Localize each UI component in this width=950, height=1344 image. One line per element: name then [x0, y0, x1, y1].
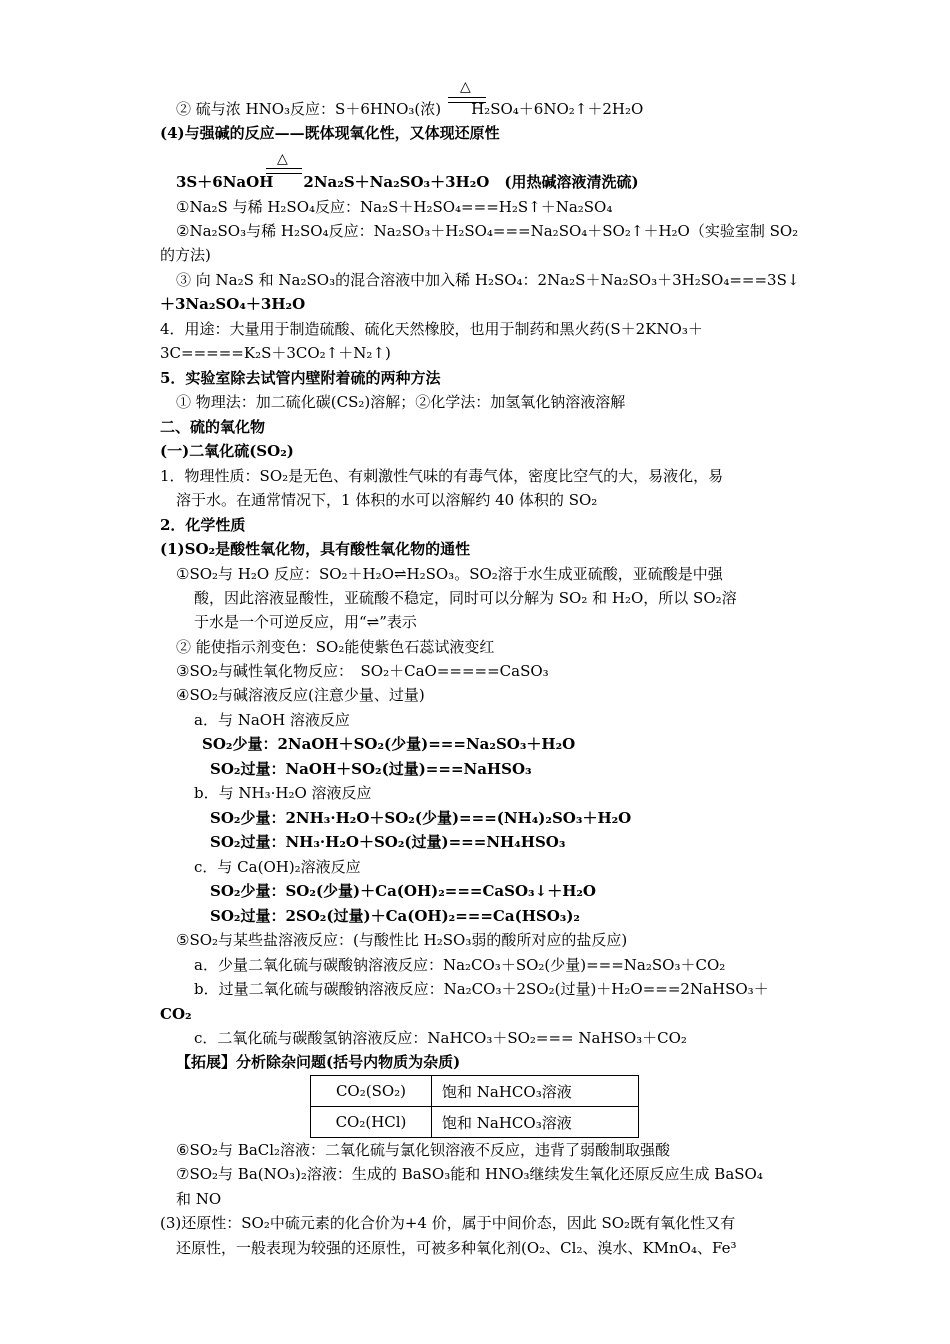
text-line: 3C=====K₂S＋3CO₂↑＋N₂↑): [160, 344, 391, 362]
text-line: 溶于水。在通常情况下，1 体积的水可以溶解约 40 体积的 SO₂: [176, 491, 598, 509]
table-cell: CO₂(SO₂): [311, 1076, 432, 1107]
text-line: ⑤SO₂与某些盐溶液反应：(与酸性比 H₂SO₃弱的酸所对应的盐反应): [176, 931, 628, 949]
text-line: a．少量二氧化硫与碳酸钠溶液反应：Na₂CO₃＋SO₂(少量)===Na₂SO₃＋CO₂: [194, 956, 726, 974]
text-line: ② 硫与浓 HNO₃反应：S＋6HNO₃(浓) H₂SO₄＋6NO₂↑＋2H₂O: [176, 100, 644, 118]
text-line: ①Na₂S 与稀 H₂SO₄反应：Na₂S＋H₂SO₄===H₂S↑＋Na₂SO₄: [176, 198, 613, 216]
section-heading: (4)与强碱的反应——既体现氧化性，又体现还原性: [160, 124, 500, 142]
text-line: ③ 向 Na₂S 和 Na₂SO₃的混合溶液中加入稀 H₂SO₄：2Na₂S＋Na₂SO₃＋3H₂SO₄===3S↓: [176, 271, 800, 289]
section-heading: (1)SO₂是酸性氧化物，具有酸性氧化物的通性: [160, 540, 471, 558]
equation-line: SO₂过量：NH₃·H₂O＋SO₂(过量)===NH₄HSO₃: [210, 833, 566, 851]
text-line: b．过量二氧化硫与碳酸钠溶液反应：Na₂CO₃＋2SO₂(过量)＋H₂O===2NaHSO₃＋: [194, 980, 769, 998]
text-line: ⑥SO₂与 BaCl₂溶液：二氧化硫与氯化钡溶液不反应，违背了弱酸制取强酸: [176, 1141, 671, 1159]
table-cell: 饱和 NaHCO₃溶液: [432, 1107, 639, 1138]
text-line: b．与 NH₃·H₂O 溶液反应: [194, 784, 372, 802]
text-line: 于水是一个可逆反应，用“⇌”表示: [194, 613, 417, 631]
text-line: ② 能使指示剂变色：SO₂能使紫色石蕊试液变红: [176, 638, 495, 656]
section-heading: 2．化学性质: [160, 516, 246, 534]
text-line: ③SO₂与碱性氧化物反应： SO₂＋CaO=====CaSO₃: [176, 662, 549, 680]
text-line: 1．物理性质：SO₂是无色、有刺激性气味的有毒气体，密度比空气的大，易液化，易: [160, 467, 724, 485]
section-heading: 二、硫的氧化物: [160, 418, 266, 436]
table-cell: 饱和 NaHCO₃溶液: [432, 1076, 639, 1107]
text-line: ① 物理法：加二硫化碳(CS₂)溶解；②化学法：加氢氧化钠溶液溶解: [176, 393, 626, 411]
text-line: ②Na₂SO₃与稀 H₂SO₄反应：Na₂SO₃＋H₂SO₄===Na₂SO₄＋SO₂↑＋H₂O（实验室制 SO₂: [176, 222, 799, 240]
text-line: 酸，因此溶液显酸性，亚硫酸不稳定，同时可以分解为 SO₂ 和 H₂O，所以 SO₂溶: [194, 589, 737, 607]
equation-line: SO₂少量：2NaOH＋SO₂(少量)===Na₂SO₃＋H₂O: [202, 735, 576, 753]
equation-line: CO₂: [160, 1005, 192, 1023]
equation-line: SO₂过量：NaOH＋SO₂(过量)===NaHSO₃: [210, 760, 532, 778]
text-line: a．与 NaOH 溶液反应: [194, 711, 350, 729]
text-line: c．与 Ca(OH)₂溶液反应: [194, 858, 361, 876]
text-line: 还原性，一般表现为较强的还原性，可被多种氧化剂(O₂、Cl₂、溴水、KMnO₄、Fe³: [176, 1239, 737, 1257]
text-line: ①SO₂与 H₂O 反应：SO₂＋H₂O⇌H₂SO₃。SO₂溶于水生成亚硫酸，亚硫酸是中强: [176, 565, 723, 583]
section-heading: 5．实验室除去试管内壁附着硫的两种方法: [160, 369, 441, 387]
text-line: c．二氧化硫与碳酸氢钠溶液反应：NaHCO₃＋SO₂=== NaHSO₃＋CO₂: [194, 1029, 687, 1047]
text-line: 和 NO: [176, 1190, 222, 1208]
equation-line: SO₂少量：SO₂(少量)＋Ca(OH)₂===CaSO₃↓＋H₂O: [210, 882, 597, 900]
text-line: 的方法): [160, 246, 211, 264]
heating-symbol: △: [277, 151, 288, 167]
text-line: ④SO₂与碱溶液反应(注意少量、过量): [176, 686, 425, 704]
text-line: 4．用途：大量用于制造硫酸、硫化天然橡胶，也用于制药和黑火药(S＋2KNO₃＋: [160, 320, 703, 338]
section-heading: (一)二氧化硫(SO₂): [160, 442, 294, 460]
text-line: (3)还原性：SO₂中硫元素的化合价为+4 价，属于中间价态，因此 SO₂既有氧化性又有: [160, 1214, 736, 1232]
section-heading: 【拓展】分析除杂问题(括号内物质为杂质): [176, 1053, 461, 1071]
table-cell: CO₂(HCl): [311, 1107, 432, 1138]
equation-line: SO₂过量：2SO₂(过量)＋Ca(OH)₂===Ca(HSO₃)₂: [210, 907, 580, 925]
equation-line: SO₂少量：2NH₃·H₂O＋SO₂(少量)===(NH₄)₂SO₃＋H₂O: [210, 809, 632, 827]
equation-line: ＋3Na₂SO₄＋3H₂O: [160, 295, 306, 313]
equation-line: 3S＋6NaOH 2Na₂S＋Na₂SO₃＋3H₂O (用热碱溶液清洗硫): [176, 173, 639, 191]
table-row: [311, 1076, 639, 1107]
heating-symbol: △: [460, 79, 471, 95]
table-row: [311, 1107, 639, 1138]
text-line: ⑦SO₂与 Ba(NO₃)₂溶液：生成的 BaSO₃能和 HNO₃继续发生氧化还原反应生成 BaSO₄: [176, 1165, 763, 1183]
impurity-table: [310, 1075, 639, 1138]
